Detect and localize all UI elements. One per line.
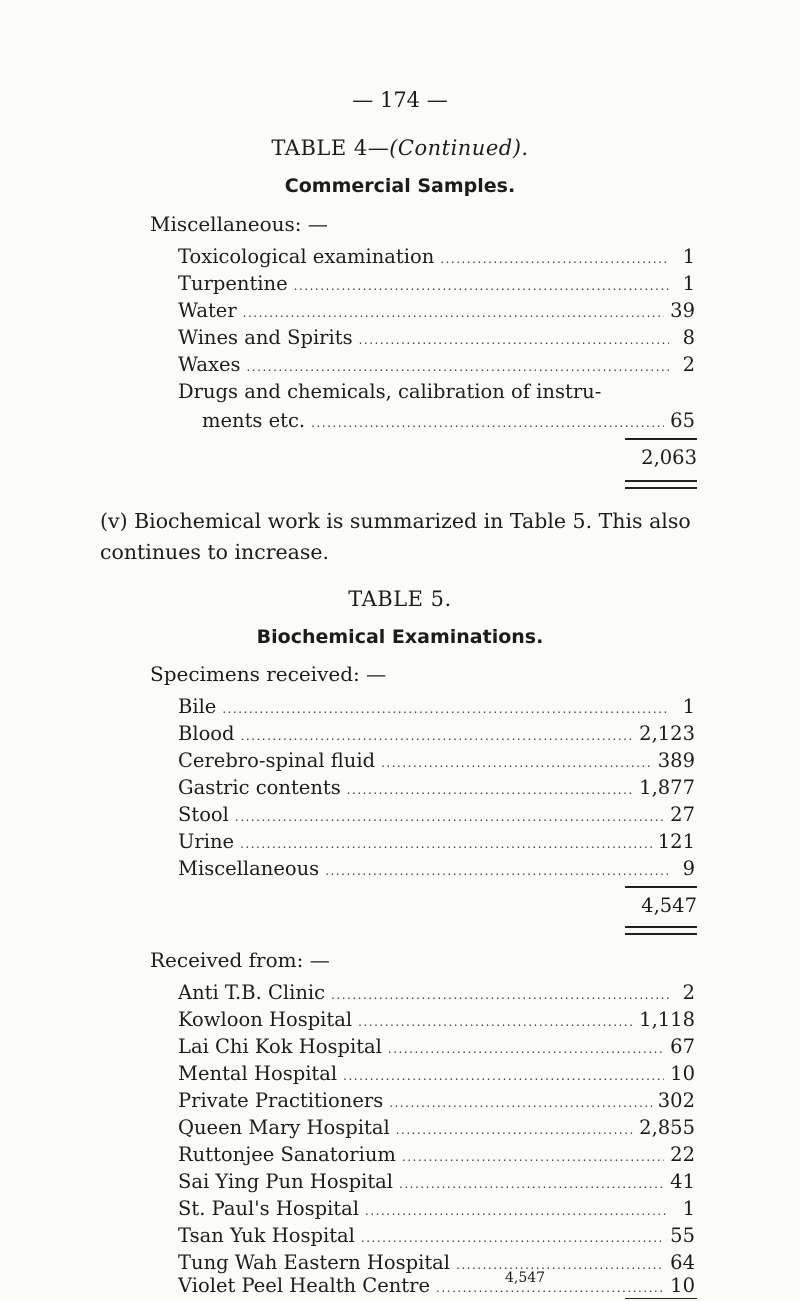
leader-dots xyxy=(241,729,634,743)
row-label: Bile xyxy=(178,695,217,718)
leader-dots xyxy=(294,279,669,293)
received-row xyxy=(178,1170,695,1197)
table4-row xyxy=(178,299,695,326)
paragraph-line: (v) Biochemical work is summarized in Table 5. This also xyxy=(100,509,691,533)
table4-row xyxy=(178,326,695,353)
row-value: 1,877 xyxy=(639,776,695,799)
leader-dots xyxy=(331,988,669,1002)
row-value: 2,855 xyxy=(639,1116,695,1139)
row-label: Toxicological examination xyxy=(178,245,435,268)
row-label: ments etc. xyxy=(202,409,306,432)
table4-total: 2,063 xyxy=(641,446,697,469)
received-row xyxy=(178,1089,695,1116)
row-value: 55 xyxy=(670,1224,695,1247)
leader-dots xyxy=(399,1177,664,1191)
row-value: 67 xyxy=(670,1035,695,1058)
row-value: 65 xyxy=(670,409,695,432)
row-label: Water xyxy=(178,299,237,322)
row-label: Urine xyxy=(178,830,235,853)
table4-continued-text: (Continued). xyxy=(389,136,529,160)
received-row xyxy=(178,1197,695,1224)
received-row xyxy=(178,1143,695,1170)
row-label: Violet Peel Health Centre xyxy=(178,1274,431,1297)
row-label: Ruttonjee Sanatorium xyxy=(178,1143,396,1166)
received-from-group-label: Received from: — xyxy=(150,948,330,972)
specimens-total: 4,547 xyxy=(641,894,697,917)
row-label: Stool xyxy=(178,803,229,826)
row-value: 41 xyxy=(670,1170,695,1193)
received-row xyxy=(178,1116,695,1143)
received-row xyxy=(178,1062,695,1089)
received-row xyxy=(178,981,695,1008)
paragraph xyxy=(100,506,740,568)
received-row xyxy=(178,1035,695,1062)
table4-row xyxy=(178,353,695,380)
leader-dots xyxy=(247,360,669,374)
row-value: 1,118 xyxy=(639,1008,695,1031)
row-label: Sai Ying Pun Hospital xyxy=(178,1170,394,1193)
received-row xyxy=(178,1224,695,1251)
specimen-row xyxy=(178,722,695,749)
table4-row xyxy=(178,272,695,299)
leader-dots xyxy=(358,1015,633,1029)
leader-dots xyxy=(359,333,669,347)
row-label: Gastric contents xyxy=(178,776,341,799)
leader-dots xyxy=(311,416,664,430)
leader-dots xyxy=(361,1231,664,1245)
row-value: 8 xyxy=(682,326,695,349)
received-row xyxy=(178,1274,695,1298)
row-label: Anti T.B. Clinic xyxy=(178,981,326,1004)
leader-dots xyxy=(222,702,669,716)
row-label: St. Paul's Hospital xyxy=(178,1197,359,1220)
row-label: Lai Chi Kok Hospital xyxy=(178,1035,382,1058)
row-label: Private Practitioners xyxy=(178,1089,384,1112)
row-value: 1 xyxy=(682,695,695,718)
leader-dots xyxy=(343,1069,664,1083)
row-label: Queen Mary Hospital xyxy=(178,1116,390,1139)
leader-dots xyxy=(440,252,669,266)
page-number: — 174 — xyxy=(352,88,448,112)
table4-group-label: Miscellaneous: — xyxy=(150,212,328,236)
leader-dots xyxy=(325,864,669,878)
total-rule xyxy=(625,886,697,888)
table5-heading: TABLE 5. xyxy=(348,587,452,611)
leader-dots xyxy=(235,810,664,824)
row-label: Tung Wah Eastern Hospital xyxy=(178,1251,451,1274)
row-label: Turpentine xyxy=(178,272,288,295)
paragraph-line: continues to increase. xyxy=(100,540,330,564)
row-value: 64 xyxy=(670,1251,695,1274)
row-value: 121 xyxy=(657,830,695,853)
table4-heading xyxy=(0,136,800,160)
received-from-total: 4,547 xyxy=(505,1270,546,1286)
leader-dots xyxy=(243,306,665,320)
row-label: Waxes xyxy=(178,353,241,376)
specimen-row xyxy=(178,803,695,830)
specimen-row xyxy=(178,749,695,776)
total-rule xyxy=(625,1298,697,1299)
received-row xyxy=(178,1008,695,1035)
row-value: 10 xyxy=(670,1274,695,1297)
double-rule xyxy=(625,480,697,489)
table5-subheading: Biochemical Examinations. xyxy=(256,626,544,648)
row-label: Tsan Yuk Hospital xyxy=(178,1224,355,1247)
row-value: 39 xyxy=(670,299,695,322)
leader-dots xyxy=(388,1042,664,1056)
specimens-group-label: Specimens received: — xyxy=(150,662,387,686)
row-label: Wines and Spirits xyxy=(178,326,353,349)
row-value: 389 xyxy=(657,749,695,772)
leader-dots xyxy=(347,783,633,797)
row-label: Blood xyxy=(178,722,235,745)
row-label: Cerebro-spinal fluid xyxy=(178,749,376,772)
row-label: Mental Hospital xyxy=(178,1062,338,1085)
row-value: 1 xyxy=(682,1197,695,1220)
specimen-row xyxy=(178,776,695,803)
row-value: 9 xyxy=(682,857,695,880)
specimen-row xyxy=(178,830,695,857)
row-value: 2 xyxy=(682,981,695,1004)
row-value: 10 xyxy=(670,1062,695,1085)
specimen-row xyxy=(178,857,695,884)
row-value: 2,123 xyxy=(639,722,695,745)
row-value: 2 xyxy=(682,353,695,376)
table4-subheading: Commercial Samples. xyxy=(284,175,516,197)
table4-row xyxy=(178,245,695,272)
total-rule xyxy=(625,438,697,440)
leader-dots xyxy=(402,1150,664,1164)
row-value: 1 xyxy=(682,272,695,295)
received-row xyxy=(178,1251,695,1275)
leader-dots xyxy=(381,756,652,770)
specimen-row xyxy=(178,695,695,722)
row-label: Kowloon Hospital xyxy=(178,1008,353,1031)
row-value: 302 xyxy=(657,1089,695,1112)
table4-multiline-label-first: Drugs and chemicals, calibration of instru- xyxy=(178,380,602,403)
row-value: 22 xyxy=(670,1143,695,1166)
row-value: 27 xyxy=(670,803,695,826)
table4-row xyxy=(202,409,695,436)
double-rule xyxy=(625,926,697,935)
leader-dots xyxy=(389,1096,652,1110)
leader-dots xyxy=(365,1204,669,1218)
leader-dots xyxy=(240,837,652,851)
row-label: Miscellaneous xyxy=(178,857,320,880)
leader-dots xyxy=(396,1123,633,1137)
row-value: 1 xyxy=(682,245,695,268)
table4-heading-text: TABLE 4— xyxy=(271,136,390,160)
